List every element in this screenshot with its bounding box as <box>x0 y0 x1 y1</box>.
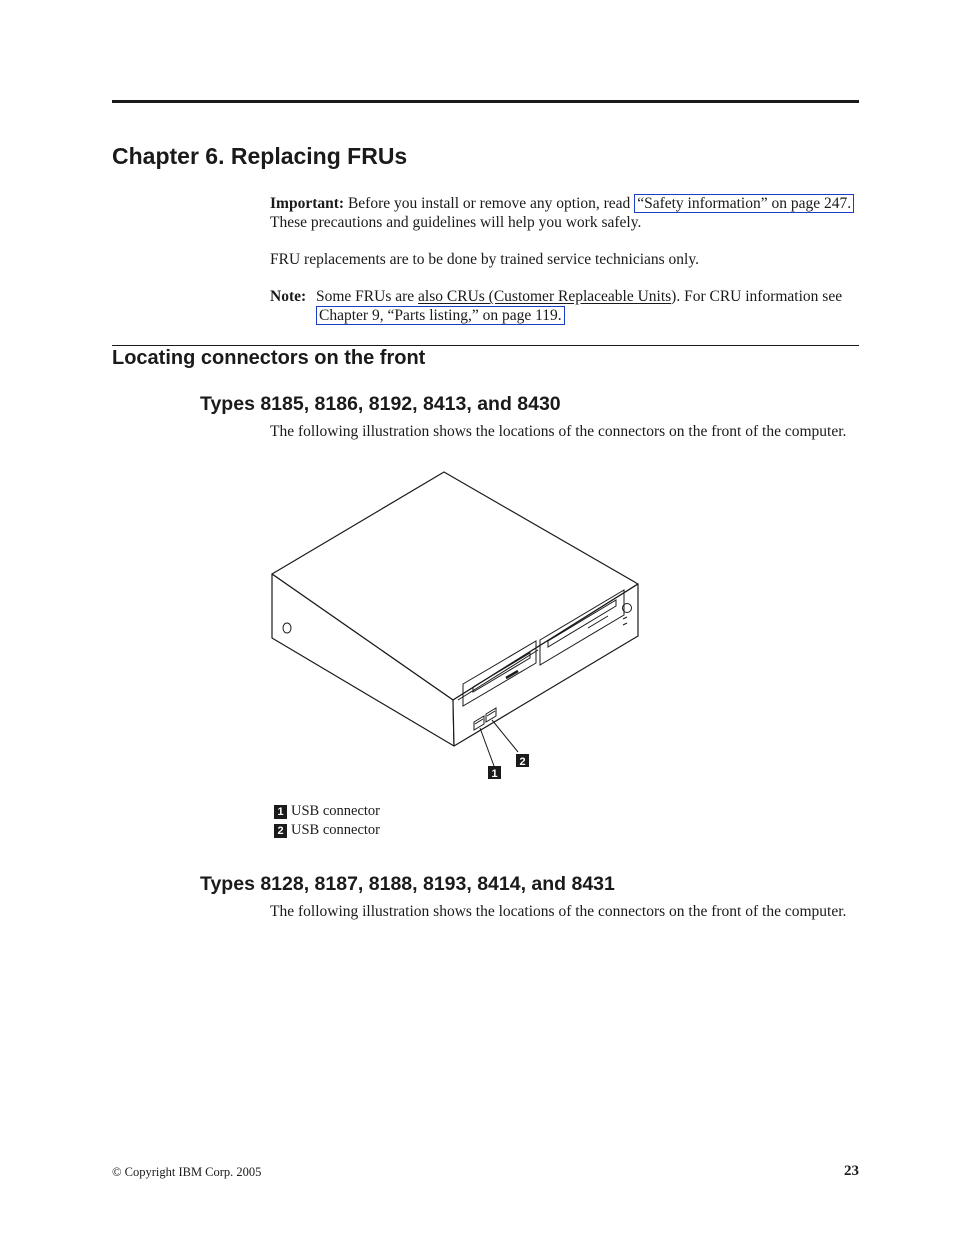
note-block <box>270 287 855 325</box>
callout-2 <box>516 754 529 768</box>
subsection1-intro: The following illustration shows the locations of the connectors on the front of the computer. <box>270 423 847 440</box>
legend-item <box>274 803 380 820</box>
important-text-after: These precautions and guidelines will help you work safely. <box>270 214 642 231</box>
legend-badge: 1 <box>274 805 287 819</box>
legend-label: USB connector <box>291 803 380 819</box>
svg-text:2: 2 <box>519 756 526 768</box>
note-label: Note: <box>270 288 307 305</box>
cru-term: also CRUs (Customer Replaceable Units <box>418 288 672 305</box>
safety-info-link[interactable]: “Safety information” on page 247. <box>634 194 854 213</box>
legend-label: USB connector <box>291 822 380 838</box>
subsection1-title: Types 8185, 8186, 8192, 8413, and 8430 <box>200 393 561 415</box>
fru-paragraph: FRU replacements are to be done by trained service technicians only. <box>270 251 699 268</box>
important-paragraph <box>270 194 855 232</box>
page-number: 23 <box>844 1163 859 1179</box>
chapter-title: Chapter 6. Replacing FRUs <box>112 143 408 169</box>
callout-1 <box>488 766 501 780</box>
section-rule <box>112 345 859 346</box>
legend-badge: 2 <box>274 824 287 838</box>
computer-front-illustration <box>268 468 648 784</box>
svg-text:1: 1 <box>491 768 498 780</box>
top-rule <box>112 100 859 103</box>
important-label: Important: <box>270 195 345 212</box>
subsection2-title: Types 8128, 8187, 8188, 8193, 8414, and 8431 <box>200 873 615 895</box>
section-title: Locating connectors on the front <box>112 347 426 369</box>
note-text: Some FRUs are also CRUs (Customer Replaceable Units). For CRU information see Chapter 9, “Parts listing,” on page 119. <box>316 288 843 324</box>
subsection2-intro: The following illustration shows the locations of the connectors on the front of the computer. <box>270 903 847 920</box>
important-text-before: Before you install or remove any option, read <box>344 195 635 212</box>
parts-listing-link[interactable]: Chapter 9, “Parts listing,” on page 119. <box>316 306 565 325</box>
copyright: © Copyright IBM Corp. 2005 <box>112 1165 262 1179</box>
legend-item <box>274 822 380 839</box>
